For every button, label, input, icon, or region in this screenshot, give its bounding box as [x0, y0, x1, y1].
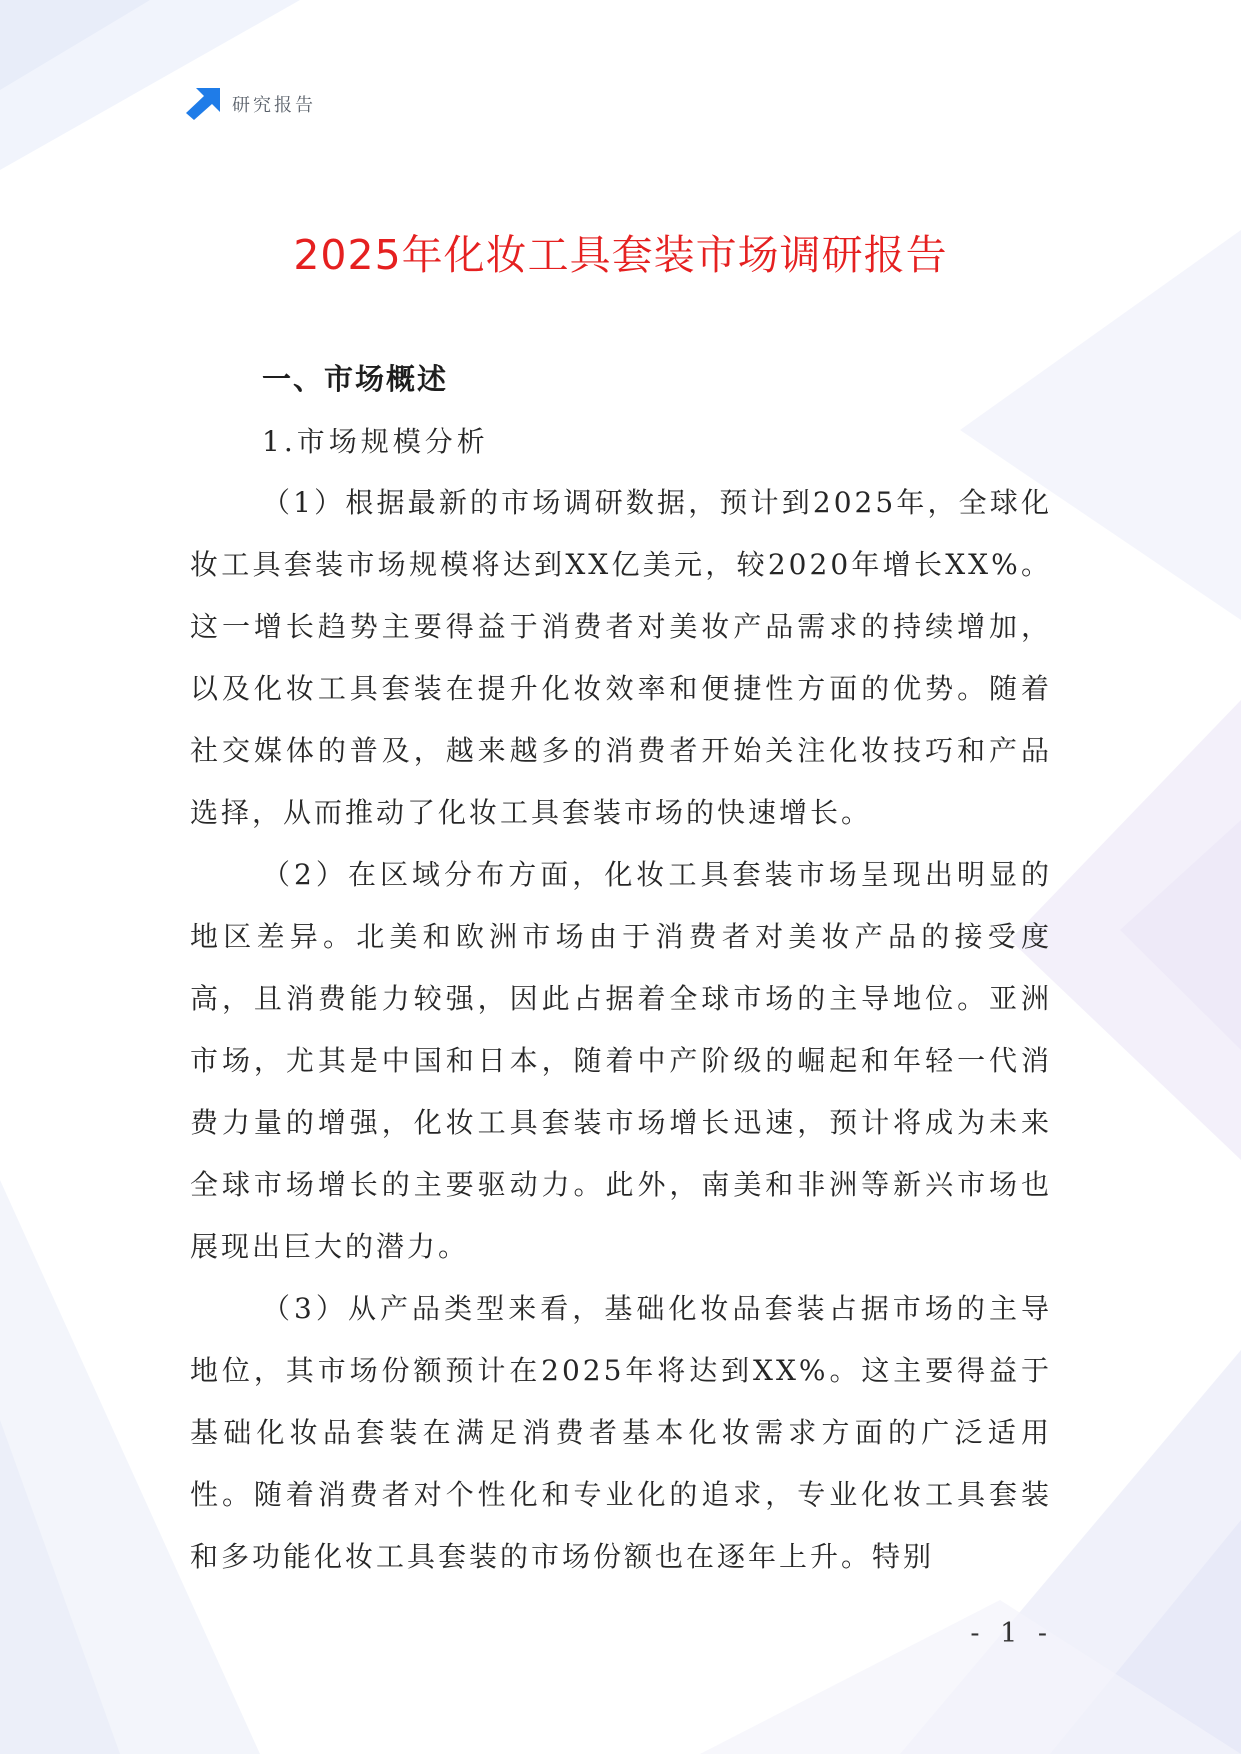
- paragraph: （1）根据最新的市场调研数据，预计到2025年，全球化妆工具套装市场规模将达到XX亿美元，较2020年增长XX%。这一增长趋势主要得益于消费者对美妆产品需求的持续增加，以及化妆工具套装在提升化妆效率和便捷性方面的优势。随着社交媒体的普及，越来越多的消费者开始关注化妆技巧和产品选择，从而推动了化妆工具套装市场的快速增长。: [190, 486, 1052, 829]
- section-heading: 一、市场概述: [262, 362, 449, 396]
- brand-label: 研究报告: [232, 95, 316, 116]
- document-title: 2025年化妆工具套装市场调研报告: [293, 231, 948, 279]
- page-header: [186, 88, 316, 120]
- arrow-up-right-icon: [186, 88, 220, 120]
- page-number: - 1 -: [970, 1618, 1053, 1649]
- document-body: [190, 350, 1052, 1588]
- subsection-heading: 1.市场规模分析: [262, 425, 489, 458]
- paragraph: （3）从产品类型来看，基础化妆品套装占据市场的主导地位，其市场份额预计在2025年将达到XX%。这主要得益于基础化妆品套装在满足消费者基本化妆需求方面的广泛适用性。随着消费者对个性化和专业化的追求，专业化妆工具套装和多功能化妆工具套装的市场份额也在逐年上升。特别: [190, 1292, 1052, 1573]
- paragraph: （2）在区域分布方面，化妆工具套装市场呈现出明显的地区差异。北美和欧洲市场由于消费者对美妆产品的接受度高，且消费能力较强，因此占据着全球市场的主导地位。亚洲市场，尤其是中国和日本，随着中产阶级的崛起和年轻一代消费力量的增强，化妆工具套装市场增长迅速，预计将成为未来全球市场增长的主要驱动力。此外，南美和非洲等新兴市场也展现出巨大的潜力。: [190, 858, 1052, 1263]
